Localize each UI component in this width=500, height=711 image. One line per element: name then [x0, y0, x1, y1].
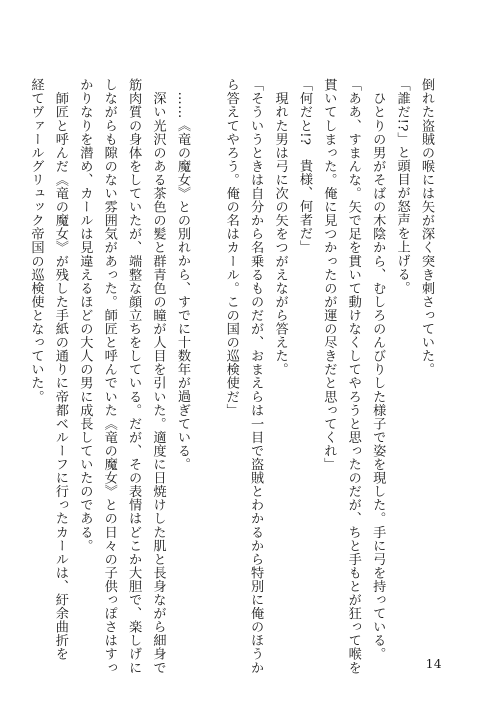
text-line: 貫いてしまった。俺に見つかったのが運の尽きだと思ってくれ」	[321, 78, 337, 471]
text-line: 「何だと!? 貴様、何者だ」	[296, 78, 312, 254]
text-line: しながらも隙のない雰囲気があった。師匠と呼んでいた《竜の魔女》との日々の子供っぽさはすっ	[101, 78, 117, 675]
text-line: 現れた男は弓に次の矢をつがえながら答えた。	[272, 78, 288, 377]
text-line: ……《竜の魔女》との別れから、すでに十数年が過ぎている。	[174, 78, 190, 471]
text-line: 「そういうときは自分から名乗るものだが、おまえらは一目で盗賊とわかるから特別に俺のほうか	[248, 78, 264, 675]
text-line: 筋肉質の身体をしていたが、端整な顔立ちをしている。だが、その表情はどこか大胆で、楽しげに	[126, 78, 142, 675]
blank-line	[194, 78, 218, 623]
text-line: 「ああ、すまんな。矢で足を貫いて動けなくしてやろうと思ったのだが、ちと手もとが狂って喉を	[345, 78, 361, 675]
text-line: ら答えてやろう。俺の名はカール。この国の巡検使だ」	[223, 78, 239, 417]
text-line: 倒れた盗賊の喉には矢が深く突き刺さっていた。	[419, 78, 434, 377]
text-line: 経てヴァールグリュック帝国の巡検使となっていた。	[28, 78, 44, 404]
text-line: 「誰だ!?」と頭目が怒声を上げる。	[394, 78, 410, 295]
page-number: 14	[425, 657, 442, 671]
text-line: ひとりの男がそばの木陰から、むしろのんびりした様子で姿を現した。手に弓を持っている。	[370, 78, 386, 661]
text-line: かりなりを潜め、カールは見違えるほどの大人の男に成長していたのである。	[77, 78, 93, 553]
text-line: 深い光沢のある茶色の髪と群青色の瞳が人目を引いた。適度に日焼けした肌と長身ながら細身で	[150, 78, 166, 675]
text-line: 師匠と呼んだ《竜の魔女》が残した手紙の通りに帝都ベルーフに行ったカールは、紆余曲折を	[52, 78, 68, 661]
